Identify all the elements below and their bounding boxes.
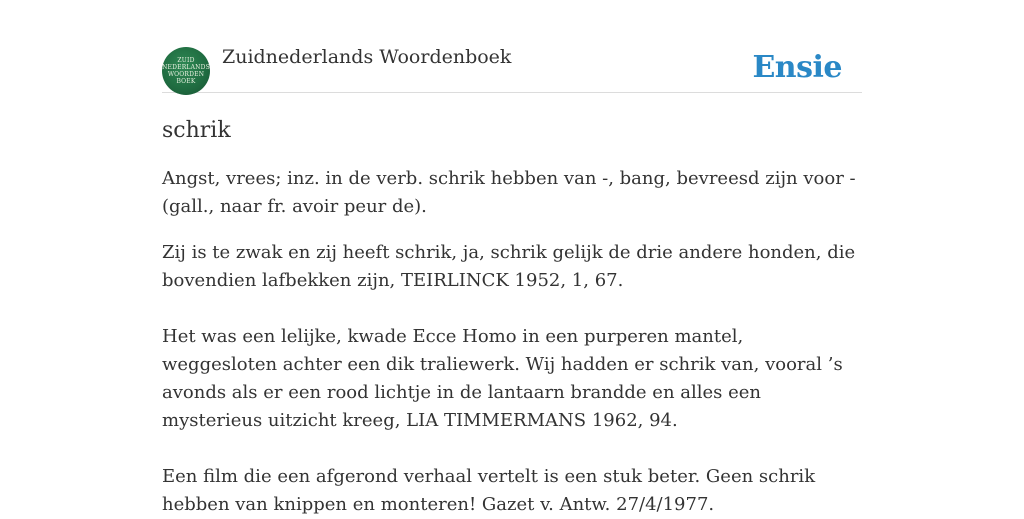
entry-example: Het was een lelijke, kwade Ecce Homo in een purperen mantel, weggesloten achter een dik traliewerk. Wij hadden er schrik van, vooral ’s avonds als er een rood lichtje in de lantaarn brandde en alles een mysterieus uitzicht kreeg, LIA TIMMERMANS 1962, 94.	[162, 326, 843, 431]
entry-definition: Angst, vrees; inz. in de verb. schrik hebben van -, bang, bevreesd zijn voor - (gall., naar fr. avoir peur de).	[162, 168, 856, 217]
entry-example: Zij is te zwak en zij heeft schrik, ja, schrik gelijk de drie andere honden, die bovendien lafbekken zijn, TEIRLINCK 1952, 1, 67.	[162, 242, 856, 291]
logo-line: BOEK	[176, 78, 196, 85]
site-logo[interactable]	[162, 47, 210, 95]
logo-line: WOORDEN	[167, 71, 205, 78]
site-title-link[interactable]: Zuidnederlands Woordenboek	[222, 46, 512, 68]
entry-headword: schrik	[162, 118, 231, 143]
page-container	[162, 0, 862, 519]
logo-line: NEDERLANDS	[162, 64, 210, 71]
entry-example: Een film die een afgerond verhaal vertelt is een stuk beter. Geen schrik hebben van knippen en monteren! Gazet v. Antw. 27/4/1977.	[162, 466, 816, 515]
logo-line: ZUID	[177, 57, 195, 64]
site-header	[162, 0, 862, 93]
ensie-brand-link[interactable]: Ensie	[752, 50, 842, 85]
